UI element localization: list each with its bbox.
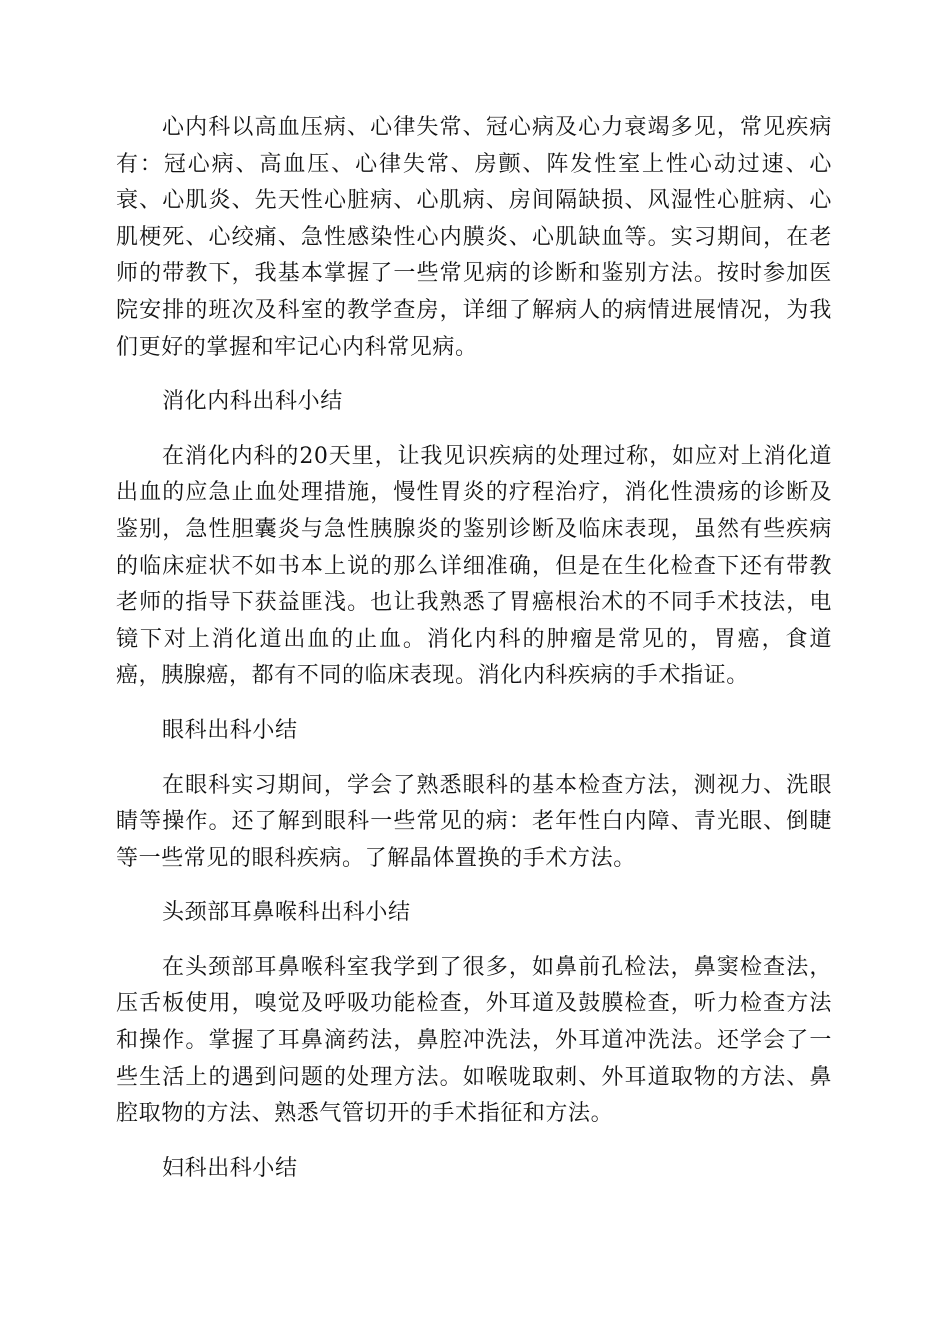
heading-gynecology: 妇科出科小结 — [162, 1155, 298, 1181]
heading-ent: 头颈部耳鼻喉科出科小结 — [162, 900, 411, 926]
paragraph-ophthalmology: 在眼科实习期间，学会了熟悉眼科的基本检查方法，测视力、洗眼睛等操作。还了解到眼科一些常见的病：老年性白内障、青光眼、倒睫等一些常见的眼科疾病。了解晶体置换的手术方法。 — [116, 772, 832, 871]
paragraph-ent: 在头颈部耳鼻喉科室我学到了很多，如鼻前孔检法，鼻窦检查法，压舌板使用，嗅觉及呼吸功能检查，外耳道及鼓膜检查，听力检查方法和操作。掌握了耳鼻滴药法，鼻腔冲洗法，外耳道冲洗法。还学会了一些生活上的遇到问题的处理方法。如喉咙取刺、外耳道取物的方法、鼻腔取物的方法、熟悉气管切开的手术指征和方法。 — [116, 954, 832, 1127]
paragraph-gastroenterology: 在消化内科的20天里，让我见识疾病的处理过称，如应对上消化道出血的应急止血处理措施，慢性胃炎的疗程治疗，消化性溃疡的诊断及鉴别，急性胆囊炎与急性胰腺炎的鉴别诊断及临床表现，虽然有些疾病的临床症状不如书本上说的那么详细准确，但是在生化检查下还有带教老师的指导下获益匪浅。也让我熟悉了胃癌根治术的不同手术技法，电镜下对上消化道出血的止血。消化内科的肿瘤是常见的，胃癌，食道癌，胰腺癌，都有不同的临床表现。消化内科疾病的手术指证。 — [116, 443, 832, 689]
heading-gastroenterology: 消化内科出科小结 — [162, 389, 343, 415]
paragraph-cardiology: 心内科以高血压病、心律失常、冠心病及心力衰竭多见，常见疾病有：冠心病、高血压、心律失常、房颤、阵发性室上性心动过速、心衰、心肌炎、先天性心脏病、心肌病、房间隔缺损、风湿性心脏病、心肌梗死、心绞痛、急性感染性心内膜炎、心肌缺血等。实习期间，在老师的带教下，我基本掌握了一些常见病的诊断和鉴别方法。按时参加医院安排的班次及科室的教学查房，详细了解病人的病情进展情况，为我们更好的掌握和牢记心内科常见病。 — [116, 115, 832, 360]
heading-ophthalmology: 眼科出科小结 — [162, 717, 298, 743]
document-page — [116, 110, 832, 1205]
